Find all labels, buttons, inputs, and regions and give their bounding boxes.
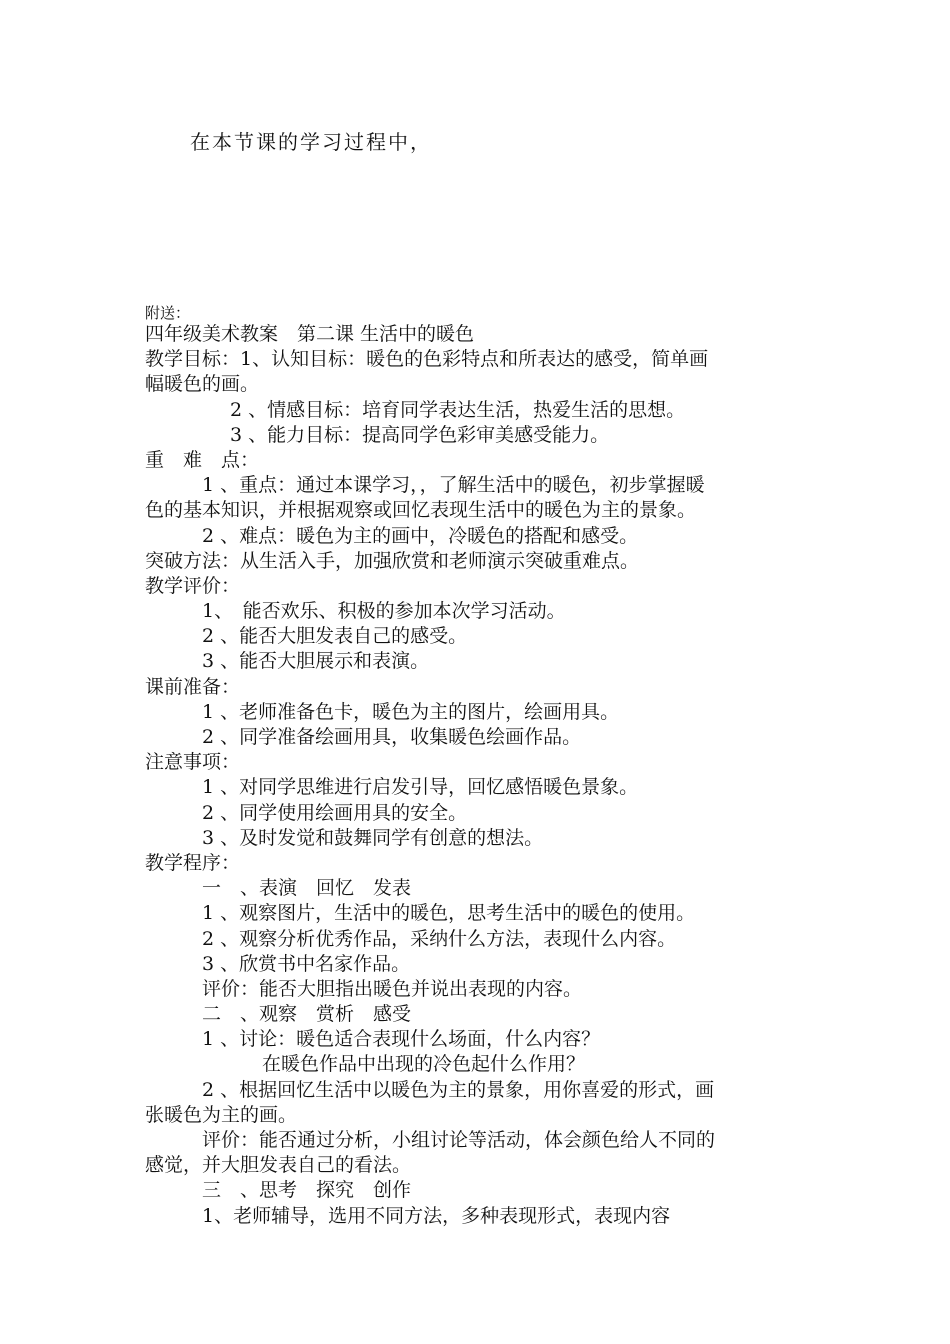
document-line: 2 、观察分析优秀作品，采纳什么方法，表现什么内容。	[202, 927, 677, 950]
intro-text: 在本节课的学习过程中，	[190, 130, 432, 154]
document-line: 重 难 点：	[145, 448, 260, 471]
document-line: 评价：能否通过分析，小组讨论等活动，体会颜色给人不同的	[202, 1129, 716, 1151]
document-line: 三 、思考 探究 创作	[202, 1179, 412, 1202]
document-line: 感觉，并大胆发表自己的看法。	[145, 1154, 412, 1177]
document-line: 2 、同学使用绘画用具的安全。	[202, 801, 468, 824]
document-line: 1、老师辅导，选用不同方法，多种表现形式，表现内容	[202, 1204, 671, 1227]
document-line: 2 、根据回忆生活中以暖色为主的景象，用你喜爱的形式，画	[202, 1078, 715, 1101]
document-line: 1 、讨论：暖色适合表现什么场面，什么内容？	[202, 1028, 601, 1051]
document-line: 张暖色为主的画。	[145, 1103, 298, 1126]
document-line: 1 、对同学思维进行启发引导，回忆感悟暖色景象。	[202, 776, 639, 799]
document-line: 突破方法：从生活入手，加强欣赏和老师演示突破重难点。	[145, 549, 640, 572]
document-line: 1 、重点：通过本课学习，，了解生活中的暖色，初步掌握暖	[202, 474, 705, 497]
document-line: 教学评价：	[145, 574, 241, 597]
document-line: 在暖色作品中出现的冷色起什么作用？	[262, 1053, 586, 1076]
document-line: 评价：能否大胆指出暖色并说出表现的内容。	[202, 977, 583, 1000]
document-line: 2 、同学准备绘画用具，收集暖色绘画作品。	[202, 726, 582, 748]
document-line: 3 、欣赏书中名家作品。	[202, 952, 411, 975]
document-line: 二 、观察 赏析 感受	[202, 1003, 412, 1026]
document-line: 2 、难点：暖色为主的画中，冷暖色的搭配和感受。	[202, 524, 639, 547]
document-line: 1、 能否欢乐、积极的参加本次学习活动。	[202, 600, 566, 623]
document-line: 四年级美术教案 第二课 生活中的暖色	[145, 323, 475, 345]
document-line: 3 、及时发觉和鼓舞同学有创意的想法。	[202, 826, 544, 849]
document-line: 2 、能否大胆发表自己的感受。	[202, 625, 468, 648]
document-line: 一 、表演 回忆 发表	[202, 877, 412, 900]
document-line: 3 、能否大胆展示和表演。	[202, 650, 430, 673]
lesson-plan-body	[145, 322, 810, 1229]
document-line: 注意事项：	[145, 751, 241, 774]
document-line: 3 、能力目标：提高同学色彩审美感受能力。	[230, 423, 610, 446]
appendix-label: 附送：	[145, 304, 191, 322]
document-line: 1 、观察图片，生活中的暖色，思考生活中的暖色的使用。	[202, 902, 696, 925]
document-line: 教学程序：	[145, 851, 241, 874]
document-line: 课前准备：	[145, 675, 241, 698]
document-line: 幅暖色的画。	[145, 373, 260, 396]
document-line: 1 、老师准备色卡，暖色为主的图片，绘画用具。	[202, 700, 620, 723]
document-line: 教学目标：1、认知目标：暖色的色彩特点和所表达的感受，简单画	[145, 348, 709, 371]
document-line: 色的基本知识，并根据观察或回忆表现生活中的暖色为主的景象。	[145, 499, 697, 522]
document-line: 2 、情感目标：培育同学表达生活，热爱生活的思想。	[230, 398, 686, 421]
